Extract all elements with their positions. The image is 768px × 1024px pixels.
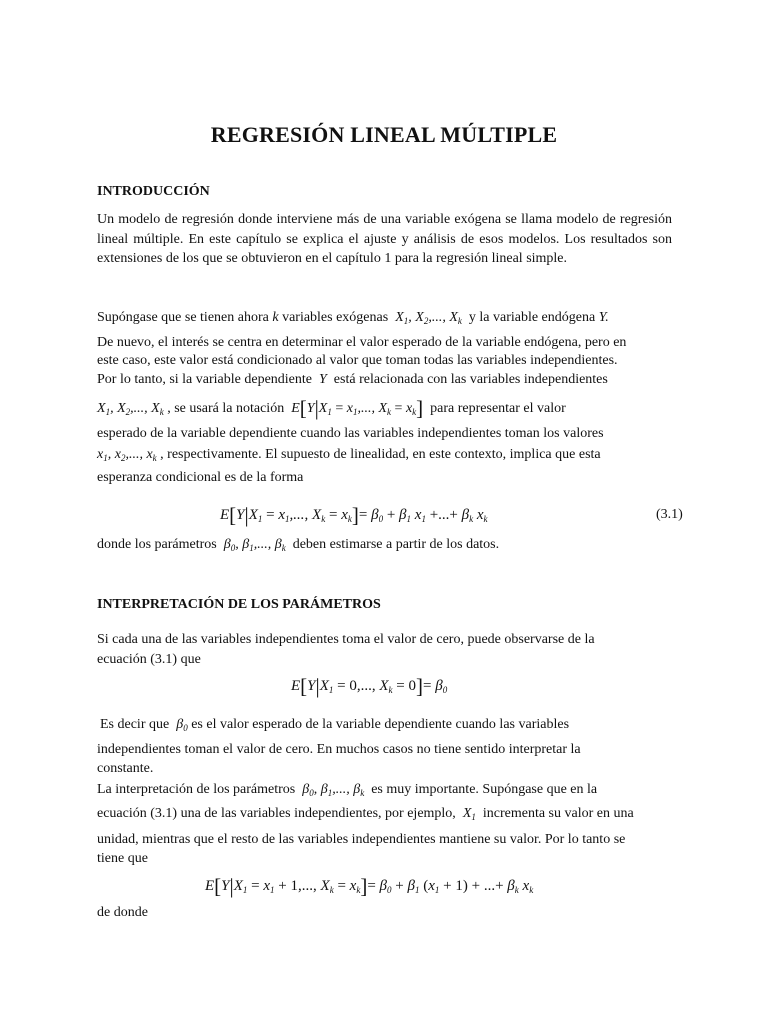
equation-beta0: $E[Y|X_1 = 0$,..., $X_k = 0]= \beta_0$ xyxy=(291,674,448,698)
math-x-list: $X_1$, $X_2$,..., $X_k$ xyxy=(97,401,164,417)
equation-number: (3.1) xyxy=(656,507,683,522)
text-span: independientes toman el valor de cero. En muchos casos no tiene sentido interpretar la xyxy=(97,742,581,757)
intro-paragraph: Un modelo de regresión donde interviene más de una variable exógena se llama modelo de regresión lineal múltiple. En este capítulo se explica el ajuste y análisis de esos modelos. Los resultados son extensiones de los que se obtuvieron en el capítulo 1 para la regresión lineal simple. xyxy=(97,212,672,266)
paragraph-line xyxy=(97,447,672,463)
paragraph-line xyxy=(97,353,672,369)
equation-increment: $E[Y|X_1 = x_1 + 1$,..., $X_k = x_k]= \beta_0 + \beta_1$ $(x_1 + 1)$ + ...+ $\beta_k$ $x_k$ xyxy=(205,874,534,898)
section-heading-introduccion: INTRODUCCIÓN xyxy=(97,184,210,199)
paragraph-line xyxy=(97,851,672,867)
paragraph-line xyxy=(100,717,675,733)
text-span: para representar el valor xyxy=(430,401,566,416)
text-span: unidad, mientras que el resto de las variables independientes mantiene su valor. Por lo tanto se xyxy=(97,832,626,847)
paragraph-line xyxy=(97,761,672,777)
paragraph-line xyxy=(97,396,672,421)
paragraph-line xyxy=(97,652,672,668)
paragraph-line xyxy=(97,806,672,822)
paragraph-line xyxy=(97,470,672,486)
paragraph-line xyxy=(97,335,672,351)
text-span: de donde xyxy=(97,905,148,920)
text-span: esperanza condicional es de la forma xyxy=(97,470,304,485)
math-beta0: $\beta_0$ xyxy=(176,717,188,733)
text-span: este caso, este valor está condicionado al valor que toman todas las variables independientes. xyxy=(97,353,618,368)
paragraph-line xyxy=(97,832,672,848)
paragraph-line xyxy=(97,310,672,326)
equation-3-1: $E[Y|X_1 = x_1$,..., $X_k = x_k]= \beta_0 + \beta_1$ $x_1$ +...+ $\beta_k$ $x_k$ xyxy=(220,503,488,527)
page-title: REGRESIÓN LINEAL MÚLTIPLE xyxy=(210,122,558,147)
text-span: , se usará la notación xyxy=(167,401,285,416)
text-span: Si cada una de las variables independientes toma el valor de cero, puede observarse de la xyxy=(97,632,595,647)
paragraph-line xyxy=(97,782,672,798)
text-span: constante. xyxy=(97,761,154,776)
math-x-lower-list: $x_1$, $x_2$,..., $x_k$ xyxy=(97,447,157,463)
paragraph-line xyxy=(97,905,672,921)
text-span: es el valor esperado de la variable dependiente cuando las variables xyxy=(191,717,570,732)
variable-k: k xyxy=(272,310,279,325)
math-conditional-expectation: $E[Y|X_1 = x_1$,..., $X_k = x_k$] xyxy=(291,396,424,420)
text-span: variables exógenas xyxy=(282,310,389,325)
text-span: deben estimarse a partir de los datos. xyxy=(292,537,500,552)
text-span: De nuevo, el interés se centra en determinar el valor esperado de la variable endógena, pero en xyxy=(97,335,627,350)
text-span: Por lo tanto, si la variable dependiente xyxy=(97,372,312,387)
math-x-list: $X_1$, $X_2$,..., $X_k$ xyxy=(395,310,462,326)
paragraph-line xyxy=(97,426,672,442)
text-span: está relacionada con las variables independientes xyxy=(333,372,608,387)
text-span: La interpretación de los parámetros xyxy=(97,782,296,797)
text-span: Supóngase que se tienen ahora xyxy=(97,310,269,325)
text-span: , respectivamente. El supuesto de linealidad, en este contexto, implica que esta xyxy=(160,447,601,462)
text-span: y la variable endógena xyxy=(468,310,596,325)
text-span: es muy importante. Supóngase que en la xyxy=(371,782,598,797)
paragraph-line xyxy=(97,537,672,553)
text-span: donde los parámetros xyxy=(97,537,217,552)
paragraph-line xyxy=(97,372,672,388)
text-span: ecuación (3.1) que xyxy=(97,652,201,667)
text-span: esperado de la variable dependiente cuando las variables independientes toman los valores xyxy=(97,426,604,441)
math-beta-list: $\beta_0$, $\beta_1$,..., $\beta_k$ xyxy=(223,537,286,553)
paragraph-line xyxy=(97,632,672,648)
section-heading-interpretacion: INTERPRETACIÓN DE LOS PARÁMETROS xyxy=(97,597,381,612)
paragraph-line xyxy=(97,742,672,758)
variable-Y: Y. xyxy=(598,310,609,325)
text-span: Es decir que xyxy=(100,717,170,732)
text-span: ecuación (3.1) una de las variables independientes, por ejemplo, xyxy=(97,806,456,821)
text-span: incrementa su valor en una xyxy=(482,806,634,821)
math-X1: $X_1$ xyxy=(462,806,476,822)
text-span: tiene que xyxy=(97,851,148,866)
math-Y: Y xyxy=(319,372,327,387)
math-beta-list: $\beta_0$, $\beta_1$,..., $\beta_k$ xyxy=(302,782,365,798)
